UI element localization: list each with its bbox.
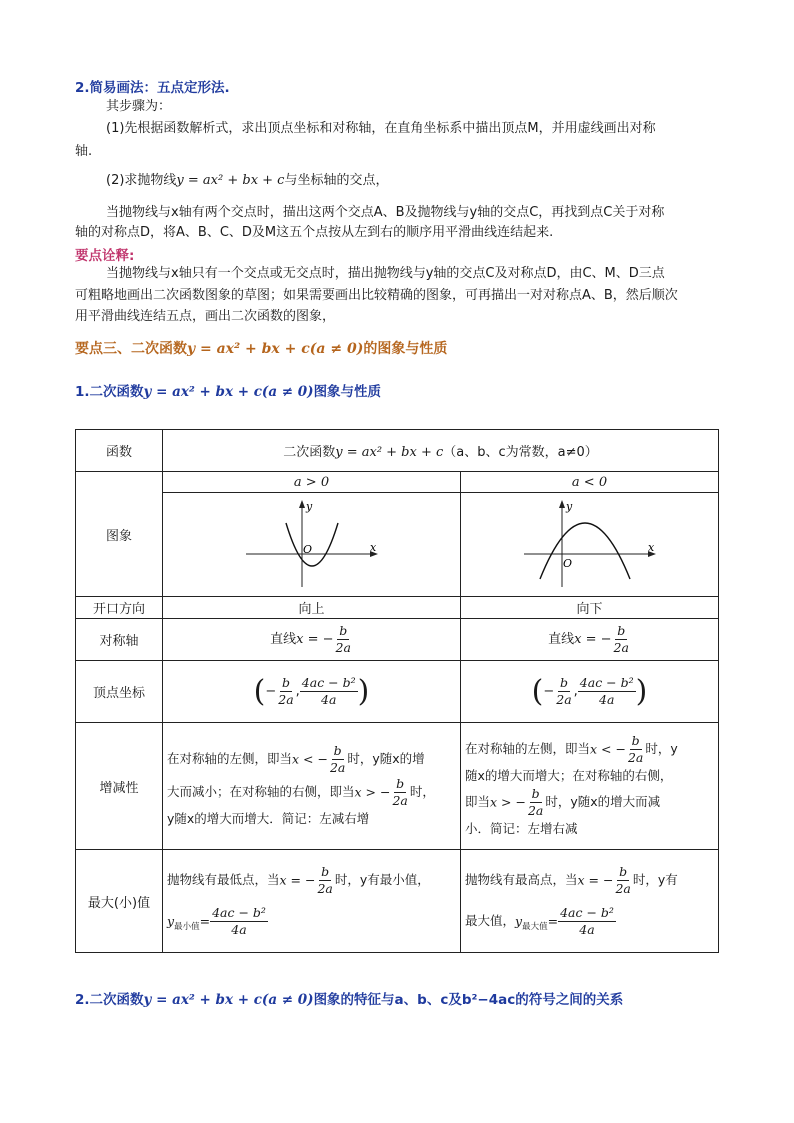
frac-num: 4ac − b² (579, 675, 634, 690)
ext-pos-line-2 (167, 905, 456, 938)
parabola-down-graph (520, 497, 660, 589)
opening-down: 向下 (461, 597, 719, 619)
frac-den: 2a (627, 750, 644, 765)
frac-num: b (321, 864, 330, 879)
parabola-down-curve (540, 523, 630, 579)
text: 在对称轴的左侧，即当 (465, 741, 591, 756)
vertex-neg-cell (461, 661, 719, 723)
note-line-2: 可粗略地画出二次函数图象的草图；如果需要画出比较精确的图象，可再描出一对对称点A、B，然后顺次 (75, 288, 678, 303)
frac-den: 2a (335, 640, 351, 655)
frac-b-2a (276, 675, 295, 708)
ext-neg-line-2 (465, 905, 714, 938)
axis-lhs: x = − (574, 632, 612, 647)
step-1-line-1: (1)先根据函数解析式，求出顶点坐标和对称轴，在直角坐标系中描出顶点M，并用虚线画出对称 (106, 121, 656, 136)
left-paren: ( (531, 674, 544, 709)
right-paren: ) (635, 674, 648, 709)
mono-neg-line-1 (465, 733, 714, 766)
opening-up: 向上 (163, 597, 461, 619)
ext-pos-cell (163, 850, 461, 953)
mono-neg-line-3 (465, 786, 714, 819)
text: 时，y随x的增 (347, 751, 425, 766)
frac-den: 2a (615, 881, 631, 896)
frac-num: b (396, 776, 405, 791)
row-axis (76, 619, 719, 661)
row-vertex (76, 661, 719, 723)
mono-pos-cell (163, 723, 461, 850)
vertex-minus: − (543, 684, 555, 699)
y-symbol: y (515, 913, 523, 929)
row-opening (76, 597, 719, 619)
mono-pos-line-3: y随x的增大而增大．简记：左减右增 (167, 811, 370, 826)
func-suffix: （a、b、c为常数，a≠0） (443, 445, 598, 460)
parabola-up-graph (242, 497, 382, 589)
vertex-minus: − (265, 684, 277, 699)
equals: = (199, 913, 211, 929)
text: 时，y有最小值， (334, 872, 430, 887)
sub-2-formula: y = ax² + bx + c(a ≠ 0) (143, 992, 314, 1008)
frac-den: 2a (556, 692, 572, 707)
text: 最大值， (465, 913, 516, 928)
comma: , (295, 684, 300, 699)
graph-downward-cell (461, 493, 719, 597)
func-prefix: 二次函数 (283, 445, 336, 460)
step-2 (106, 172, 388, 190)
sub-1-prefix: 1.二次函数 (75, 384, 144, 400)
key-note-label: 要点诠释: (75, 248, 135, 264)
right-paren: ) (357, 674, 370, 709)
x-axis-label: x (647, 540, 654, 554)
mono-neg-line-4: 小．简记：左增右减 (465, 821, 578, 836)
frac-num: b (281, 675, 290, 690)
frac-b-2a (315, 864, 334, 897)
steps-intro: 其步骤为： (106, 99, 172, 114)
mono-pos-line-1 (167, 743, 456, 776)
func-formula: y = ax² + bx + c (335, 445, 444, 460)
frac-4ac-4a (558, 905, 616, 938)
row-function (76, 430, 719, 472)
label-opening: 开口方向 (76, 597, 163, 619)
frac-den: 2a (527, 803, 544, 818)
frac-4ac-4a (300, 675, 358, 708)
sub-2-suffix: 图象的特征与a、b、c及b²−4ac的符号之间的关系 (313, 992, 624, 1008)
frac-num: b (559, 675, 568, 690)
y-axis-label: y (305, 499, 312, 513)
origin-label: O (302, 542, 312, 556)
key-3-prefix: 要点三、二次函数 (75, 341, 187, 357)
comma: , (573, 684, 578, 699)
mono-pos-line-2 (167, 776, 456, 809)
frac-den: 2a (278, 692, 294, 707)
frac-b-2a (612, 623, 631, 656)
max-subscript: 最大值 (522, 922, 548, 932)
frac-b-2a (328, 743, 347, 776)
key-point-3-title (75, 338, 447, 358)
text: 时，y有 (632, 872, 678, 887)
frac-4ac-4a (578, 675, 636, 708)
y-axis-label: y (565, 499, 572, 513)
inequality: x > − (490, 794, 526, 810)
text: 抛物线有最高点，当 (465, 872, 578, 887)
step-2-formula: y = ax² + bx + c (176, 173, 285, 188)
frac-num: 4ac − b² (301, 675, 356, 690)
frac-den: 2a (613, 640, 629, 655)
frac-4ac-4a (210, 905, 268, 938)
frac-den: 2a (317, 881, 333, 896)
sub-1-suffix: 图象与性质 (313, 384, 382, 400)
label-extreme: 最大(小)值 (76, 850, 163, 953)
row-extreme (76, 850, 719, 953)
label-monotonicity: 增减性 (76, 723, 163, 850)
subsection-1-title (75, 380, 381, 400)
axis-lhs: x = − (296, 632, 334, 647)
note-line-3: 用平滑曲线连结五点，画出二次函数的图象， (75, 309, 336, 324)
sub-1-formula: y = ax² + bx + c(a ≠ 0) (143, 384, 314, 400)
sub-2-prefix: 2.二次函数 (75, 992, 144, 1008)
vertex-pos-cell (163, 661, 461, 723)
graph-upward-cell (163, 493, 461, 597)
text: 大而减小；在对称轴的右侧，即当 (167, 784, 355, 799)
frac-den: 4a (231, 922, 247, 937)
properties-table (75, 429, 719, 953)
x-axis-label: x (369, 540, 376, 554)
text: 时，y随x的增大而减 (545, 794, 661, 809)
header-a-negative: a < 0 (461, 472, 719, 493)
cell-function-def (163, 430, 719, 472)
note-line-1: 当抛物线与x轴只有一个交点或无交点时，描出抛物线与y轴的交点C及对称点D，由C、M、D三点 (106, 266, 665, 281)
para-1-line-1: 当抛物线与x轴有两个交点时，描出这两个交点A、B及抛物线与y轴的交点C，再找到点C关于对称 (106, 205, 665, 220)
frac-num: b (531, 786, 540, 801)
header-a-positive: a > 0 (163, 472, 461, 493)
axis-pos-cell (163, 619, 461, 661)
frac-den: 4a (599, 692, 615, 707)
frac-den: 2a (392, 793, 408, 808)
text: 时， (409, 784, 435, 799)
frac-b-2a (554, 675, 573, 708)
text: 抛物线有最低点，当 (167, 872, 280, 887)
frac-num: 4ac − b² (560, 905, 614, 920)
axis-prefix: 直线 (270, 632, 297, 647)
step-2-suffix: 与坐标轴的交点， (284, 173, 389, 188)
mono-neg-line-2: 随x的增大而增大；在对称轴的右侧， (465, 768, 673, 783)
frac-den: 4a (321, 692, 337, 707)
text: 在对称轴的左侧，即当 (167, 751, 293, 766)
mono-neg-cell (461, 723, 719, 850)
row-cases (76, 472, 719, 493)
inequality: x < − (590, 741, 626, 757)
text: 时，y (645, 741, 678, 756)
ext-neg-line-1 (465, 864, 714, 897)
y-axis-arrow (559, 500, 565, 508)
min-subscript: 最小值 (174, 922, 200, 932)
left-paren: ( (253, 674, 266, 709)
label-function: 函数 (76, 430, 163, 472)
frac-num: b (617, 623, 626, 638)
step-1-line-2: 轴. (75, 144, 93, 159)
para-1-line-2: 轴的对称点D，将A、B、C、D及M这五个点按从左到右的顺序用平滑曲线连结起来. (75, 225, 554, 240)
label-graph: 图象 (76, 472, 163, 597)
row-graph (76, 493, 719, 597)
label-axis: 对称轴 (76, 619, 163, 661)
ext-pos-line-1 (167, 864, 456, 897)
frac-b-2a (626, 733, 645, 766)
y-symbol: y (167, 913, 175, 929)
row-monotonicity (76, 723, 719, 850)
axis-neg-cell (461, 619, 719, 661)
frac-den: 2a (329, 760, 346, 775)
key-3-suffix: 的图象与性质 (363, 341, 448, 357)
y-axis-arrow (299, 500, 305, 508)
step-2-prefix: (2)求抛物线 (106, 173, 177, 188)
frac-b-2a (334, 623, 353, 656)
ext-neg-cell (461, 850, 719, 953)
section-2-title: 2.简易画法：五点定形法. (75, 80, 230, 96)
equation: x = − (577, 872, 614, 888)
label-vertex: 顶点坐标 (76, 661, 163, 723)
frac-num: b (631, 733, 640, 748)
frac-b-2a (390, 776, 409, 809)
frac-b-2a (526, 786, 545, 819)
frac-num: b (619, 864, 628, 879)
text: 即当 (465, 794, 491, 809)
frac-num: b (339, 623, 348, 638)
inequality: x > − (354, 784, 391, 800)
frac-den: 4a (579, 922, 595, 937)
equals: = (547, 913, 559, 929)
subsection-2-title (75, 988, 623, 1008)
axis-prefix: 直线 (548, 632, 575, 647)
equation: x = − (279, 872, 316, 888)
frac-num: 4ac − b² (212, 905, 266, 920)
inequality: x < − (292, 751, 328, 767)
frac-b-2a (613, 864, 632, 897)
frac-num: b (333, 743, 342, 758)
origin-label: O (562, 556, 572, 570)
key-3-formula: y = ax² + bx + c(a ≠ 0) (187, 341, 364, 357)
